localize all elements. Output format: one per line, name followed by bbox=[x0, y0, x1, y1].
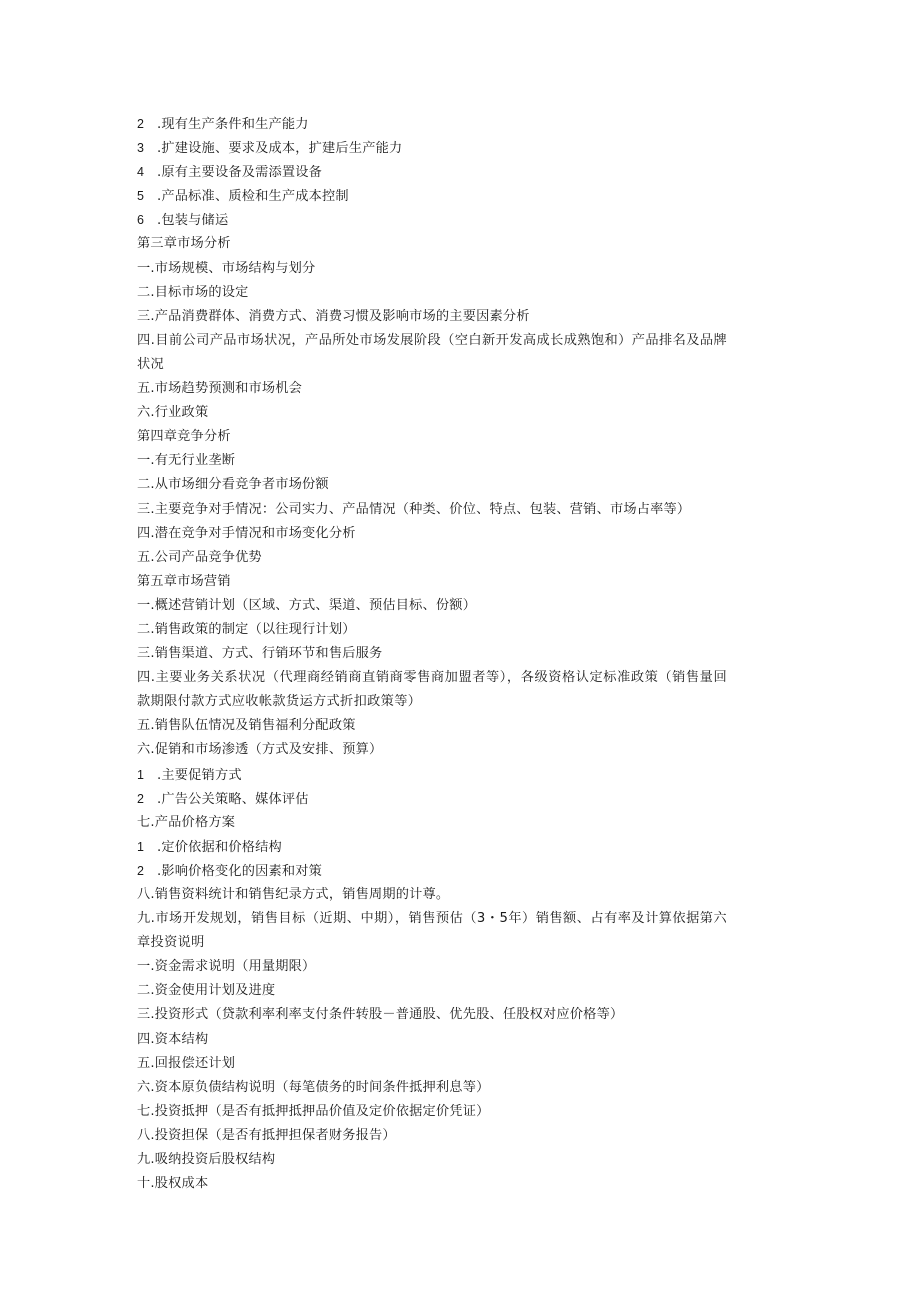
outline-item: 八.投资担保（是否有抵押担保者财务报告） bbox=[137, 1127, 396, 1143]
outline-item: 二.从市场细分看竞争者市场份额 bbox=[137, 477, 329, 493]
item-text: .现有生产条件和生产能力 bbox=[157, 117, 309, 132]
item-text: .包装与储运 bbox=[157, 213, 229, 229]
outline-item: 五.公司产品竞争优势 bbox=[137, 549, 262, 565]
outline-item: 三.投资形式（贷款利率利率支付条件转股－普通股、优先股、任股权对应价格等） bbox=[137, 1007, 624, 1023]
item-number: 1 bbox=[137, 839, 145, 854]
outline-item: 九.市场开发规划，销售目标（近期、中期），销售预估（3・5年）销售额、占有率及计算依据第六章投资说明 bbox=[137, 911, 727, 951]
numbered-outline-item bbox=[137, 835, 727, 859]
item-number: 2 bbox=[137, 863, 145, 878]
outline-item: 六.资本原负债结构说明（每笔债务的时间条件抵押利息等） bbox=[137, 1079, 490, 1095]
numbered-outline-item bbox=[137, 787, 727, 811]
item-number: 5 bbox=[137, 189, 145, 204]
outline-item: 一.有无行业垄断 bbox=[137, 453, 236, 469]
item-text: .产品标准、质检和生产成本控制 bbox=[157, 189, 349, 205]
numbered-outline-item bbox=[137, 184, 727, 208]
outline-item: 四.目前公司产品市场状况，产品所处市场发展阶段（空白新开发高成长成熟饱和）产品排名及品牌状况 bbox=[137, 332, 727, 372]
outline-item: 四.资本结构 bbox=[137, 1031, 209, 1047]
item-text: .广告公关策略、媒体评估 bbox=[157, 791, 309, 807]
outline-item: 七.产品价格方案 bbox=[137, 814, 236, 830]
outline-item: 十.股权成本 bbox=[137, 1176, 209, 1192]
outline-item: 五.回报偿还计划 bbox=[137, 1055, 236, 1071]
numbered-outline-item bbox=[137, 763, 727, 787]
outline-item: 六.行业政策 bbox=[137, 405, 209, 421]
item-text: .原有主要设备及需添置设备 bbox=[157, 165, 323, 181]
numbered-outline-item bbox=[137, 112, 727, 136]
outline-item: 三.主要竞争对手情况：公司实力、产品情况（种类、价位、特点、包装、营销、市场占率等） bbox=[137, 501, 691, 517]
numbered-outline-item bbox=[137, 208, 727, 232]
outline-item: 一.资金需求说明（用量期限） bbox=[137, 959, 316, 975]
outline-item: 三.销售渠道、方式、行销环节和售后服务 bbox=[137, 646, 383, 662]
item-number: 1 bbox=[137, 767, 145, 782]
outline-item: 二.资金使用计划及进度 bbox=[137, 983, 276, 999]
outline-item: 第四章竞争分析 bbox=[137, 429, 231, 445]
item-number: 2 bbox=[137, 117, 145, 131]
numbered-outline-item bbox=[137, 136, 727, 160]
outline-item: 二.目标市场的设定 bbox=[137, 284, 249, 300]
item-number: 2 bbox=[137, 791, 145, 806]
item-text: .主要促销方式 bbox=[157, 767, 242, 783]
outline-item: 一.概述营销计划（区域、方式、渠道、预估目标、份额） bbox=[137, 597, 477, 613]
outline-item: 一.市场规模、市场结构与划分 bbox=[137, 260, 316, 276]
item-number: 4 bbox=[137, 165, 145, 180]
document-body bbox=[137, 112, 727, 1196]
outline-item: 五.销售队伍情况及销售福利分配政策 bbox=[137, 718, 356, 734]
numbered-outline-item bbox=[137, 160, 727, 184]
outline-item: 六.促销和市场渗透（方式及安排、预算） bbox=[137, 742, 383, 758]
outline-item: 第五章市场营销 bbox=[137, 573, 231, 589]
outline-item: 八.销售资料统计和销售纪录方式，销售周期的计尊。 bbox=[137, 887, 450, 902]
outline-item: 七.投资抵押（是否有抵押抵押品价值及定价依据定价凭证） bbox=[137, 1103, 490, 1119]
item-text: .定价依据和价格结构 bbox=[157, 839, 282, 855]
outline-item: 第三章市场分析 bbox=[137, 236, 231, 252]
item-number: 6 bbox=[137, 213, 145, 228]
outline-item: 二.销售政策的制定（以往现行计划） bbox=[137, 621, 356, 637]
outline-item: 四.潜在竞争对手情况和市场变化分析 bbox=[137, 525, 356, 541]
item-text: .影响价格变化的因素和对策 bbox=[157, 863, 323, 879]
item-text: .扩建设施、要求及成本，扩建后生产能力 bbox=[157, 141, 403, 157]
outline-item: 三.产品消费群体、消费方式、消费习惯及影响市场的主要因素分析 bbox=[137, 308, 530, 324]
item-number: 3 bbox=[137, 141, 145, 156]
numbered-outline-item bbox=[137, 859, 727, 883]
outline-item: 四.主要业务关系状况（代理商经销商直销商零售商加盟者等），各级资格认定标准政策（销售量回款期限付款方式应收帐款货运方式折扣政策等） bbox=[137, 670, 727, 710]
outline-item: 五.市场趋势预测和市场机会 bbox=[137, 381, 303, 397]
outline-item: 九.吸纳投资后股权结构 bbox=[137, 1152, 276, 1168]
